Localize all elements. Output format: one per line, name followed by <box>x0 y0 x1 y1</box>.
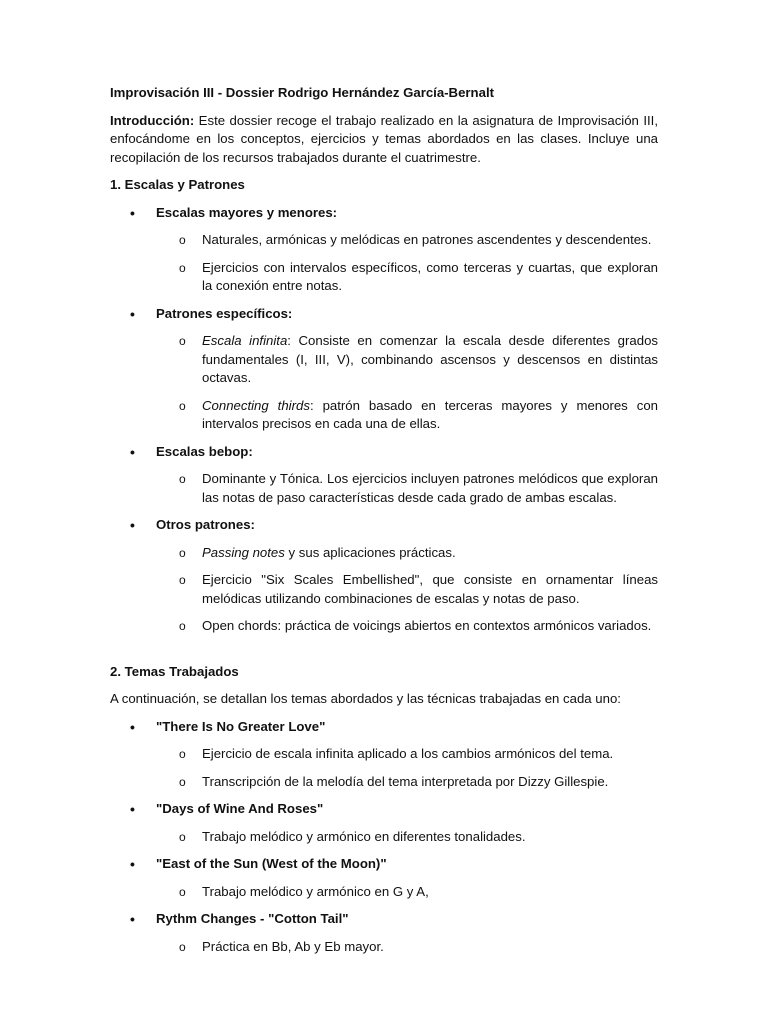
circle-bullet-icon: o <box>179 573 186 587</box>
sub-list-item-text: Práctica en Bb, Ab y Eb mayor. <box>202 938 384 954</box>
sub-list-item <box>110 231 658 250</box>
sub-list-item-text: : patrón basado en terceras mayores y menores con intervalos precisos en cada una de ellas. <box>202 397 658 431</box>
circle-bullet-icon: o <box>179 334 186 348</box>
sub-list-item-text: Ejercicios con intervalos específicos, como terceras y cuartas, que exploran la conexión entre notas. <box>202 259 658 293</box>
section-2-heading: 2. Temas Trabajados <box>110 663 239 679</box>
sub-list-item <box>110 828 658 847</box>
list-item-label: Escalas mayores y menores: <box>156 204 338 220</box>
sub-list-item <box>110 470 658 507</box>
sub-list-item-text: Ejercicio "Six Scales Embellished", que consiste en ornamentar líneas melódicas utilizando combinaciones de escalas y notas de paso. <box>202 572 658 606</box>
document-title: Improvisación III - Dossier Rodrigo Hernández García-Bernalt <box>110 85 494 100</box>
circle-bullet-icon: o <box>179 774 186 789</box>
list-item <box>110 910 658 929</box>
sub-list-item-text: Trabajo melódico y armónico en diferentes tonalidades. <box>202 828 526 844</box>
list-item <box>110 443 658 462</box>
list-item-label: Patrones específicos: <box>156 305 293 321</box>
sub-list-item <box>110 332 658 388</box>
circle-bullet-icon: o <box>179 884 186 899</box>
bullet-icon: • <box>130 204 135 221</box>
sub-list-item-text: Open chords: práctica de voicings abiertos en contextos armónicos variados. <box>202 618 652 633</box>
bullet-icon: • <box>130 801 135 817</box>
sub-list-item-text: Trabajo melódico y armónico en G y A, <box>202 883 429 899</box>
intro-label: Introducción: <box>110 112 195 128</box>
sub-list-item <box>110 571 658 608</box>
intro-paragraph <box>110 112 658 168</box>
section-1-heading: 1. Escalas y Patrones <box>110 177 245 192</box>
circle-bullet-icon: o <box>179 260 186 275</box>
sub-list-item <box>110 773 658 792</box>
circle-bullet-icon: o <box>179 545 186 560</box>
list-item <box>110 516 658 535</box>
section-2-intro: A continuación, se detallan los temas abordados y las técnicas trabajadas en cada uno: <box>110 691 621 706</box>
bullet-icon: • <box>130 856 135 872</box>
list-item-label: "Days of Wine And Roses" <box>156 801 324 816</box>
list-item <box>110 305 658 324</box>
circle-bullet-icon: o <box>179 939 186 954</box>
sub-list-item <box>110 544 658 563</box>
emphasis-text: Passing notes <box>202 544 285 560</box>
sub-list-item <box>110 397 658 434</box>
list-item <box>110 718 658 737</box>
bullet-icon: • <box>130 517 135 533</box>
document-page <box>110 84 658 965</box>
sub-list-item <box>110 883 658 902</box>
section-1-list <box>110 204 658 636</box>
list-item <box>110 204 658 223</box>
sub-list-item-text: Naturales, armónicas y melódicas en patrones ascendentes y descendentes. <box>202 232 652 247</box>
sub-list-item-text: y sus aplicaciones prácticas. <box>284 544 456 560</box>
circle-bullet-icon: o <box>179 619 186 633</box>
circle-bullet-icon: o <box>179 747 186 761</box>
bullet-icon: • <box>130 911 135 927</box>
section-gap <box>110 645 658 663</box>
list-item <box>110 800 658 819</box>
intro-text: Este dossier recoge el trabajo realizado en la asignatura de Improvisación III, enfocándome en los conceptos, ejercicios y temas abordados en las clases. Incluye una recopilación de los recursos trabajados durante el cuatrimestre. <box>110 112 658 165</box>
sub-list-item-text: Transcripción de la melodía del tema interpretada por Dizzy Gillespie. <box>202 773 609 789</box>
list-item-label: "There Is No Greater Love" <box>156 718 326 734</box>
circle-bullet-icon: o <box>179 829 186 844</box>
section-2-list <box>110 718 658 957</box>
sub-list-item <box>110 938 658 957</box>
circle-bullet-icon: o <box>179 472 186 486</box>
list-item-label: Otros patrones: <box>156 517 255 532</box>
emphasis-text: Escala infinita <box>202 333 288 348</box>
sub-list-item-text: Dominante y Tónica. Los ejercicios incluyen patrones melódicos que exploran las notas de paso características desde cada grado de ambas escalas. <box>202 471 658 505</box>
bullet-icon: • <box>130 443 135 460</box>
sub-list-item <box>110 259 658 296</box>
list-item-label: "East of the Sun (West of the Moon)" <box>156 856 387 871</box>
circle-bullet-icon: o <box>179 233 186 247</box>
list-item <box>110 855 658 874</box>
list-item-label: Rythm Changes - "Cotton Tail" <box>156 911 349 926</box>
sub-list-item <box>110 617 658 636</box>
sub-list-item-text: Ejercicio de escala infinita aplicado a los cambios armónicos del tema. <box>202 746 614 761</box>
emphasis-text: Connecting thirds <box>202 397 310 413</box>
bullet-icon: • <box>130 305 135 322</box>
list-item-label: Escalas bebop: <box>156 443 253 459</box>
sub-list-item-text: : Consiste en comenzar la escala desde diferentes grados fundamentales (I, III, V), combinando ascensos y descensos en distintas octavas. <box>202 333 658 385</box>
sub-list-item <box>110 745 658 764</box>
circle-bullet-icon: o <box>179 398 186 413</box>
bullet-icon: • <box>130 718 135 735</box>
